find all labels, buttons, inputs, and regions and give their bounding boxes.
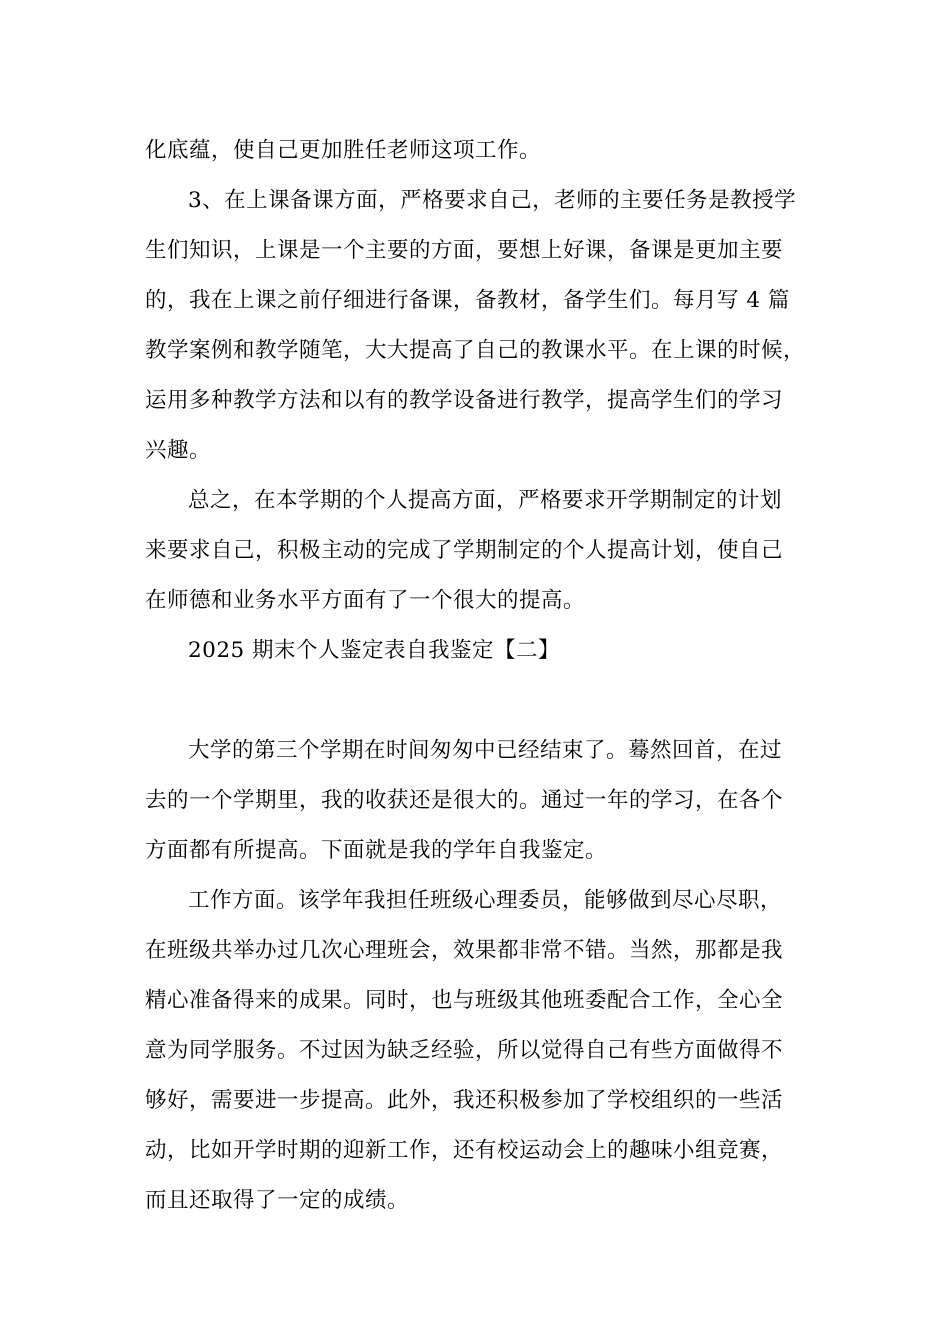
text-line-20: 动，比如开学时期的迎新工作，还有校运动会上的趣味小组竞赛， <box>145 1138 784 1163</box>
text-line-7: 兴趣。 <box>145 438 212 463</box>
text-line-16: 在班级共举办过几次心理班会，效果都非常不错。当然，那都是我 <box>145 938 784 963</box>
text-line-8: 总之，在本学期的个人提高方面，严格要求开学期制定的计划 <box>188 488 783 513</box>
text-line-3: 生们知识，上课是一个主要的方面，要想上好课，备课是更加主要 <box>145 238 784 263</box>
section-heading: 2025 期末个人鉴定表自我鉴定【二】 <box>188 638 561 663</box>
text-line-14: 方面都有所提高。下面就是我的学年自我鉴定。 <box>145 838 608 863</box>
text-line-13: 去的一个学期里，我的收获还是很大的。通过一年的学习，在各个 <box>145 788 784 813</box>
text-line-9: 来要求自己，积极主动的完成了学期制定的个人提高计划，使自己 <box>145 538 784 563</box>
text-line-4: 的，我在上课之前仔细进行备课，备教材，备学生们。每月写 4 篇 <box>145 288 790 313</box>
text-line-15: 工作方面。该学年我担任班级心理委员，能够做到尽心尽职， <box>188 888 783 913</box>
text-line-17: 精心准备得来的成果。同时，也与班级其他班委配合工作，全心全 <box>145 988 784 1013</box>
text-line-10: 在师德和业务水平方面有了一个很大的提高。 <box>145 588 586 613</box>
text-line-2: 3、在上课备课方面，严格要求自己，老师的主要任务是教授学 <box>188 188 797 213</box>
text-line-1: 化底蕴，使自己更加胜任老师这项工作。 <box>145 138 542 163</box>
text-line-18: 意为同学服务。不过因为缺乏经验，所以觉得自己有些方面做得不 <box>145 1038 784 1063</box>
text-line-12: 大学的第三个学期在时间匆匆中已经结束了。蓦然回首，在过 <box>188 738 783 763</box>
text-line-6: 运用多种教学方法和以有的教学设备进行教学，提高学生们的学习 <box>145 388 784 413</box>
text-line-5: 教学案例和教学随笔，大大提高了自己的教课水平。在上课的时候， <box>145 338 806 363</box>
text-line-19: 够好，需要进一步提高。此外，我还积极参加了学校组织的一些活 <box>145 1088 784 1113</box>
text-line-21: 而且还取得了一定的成绩。 <box>145 1188 410 1213</box>
